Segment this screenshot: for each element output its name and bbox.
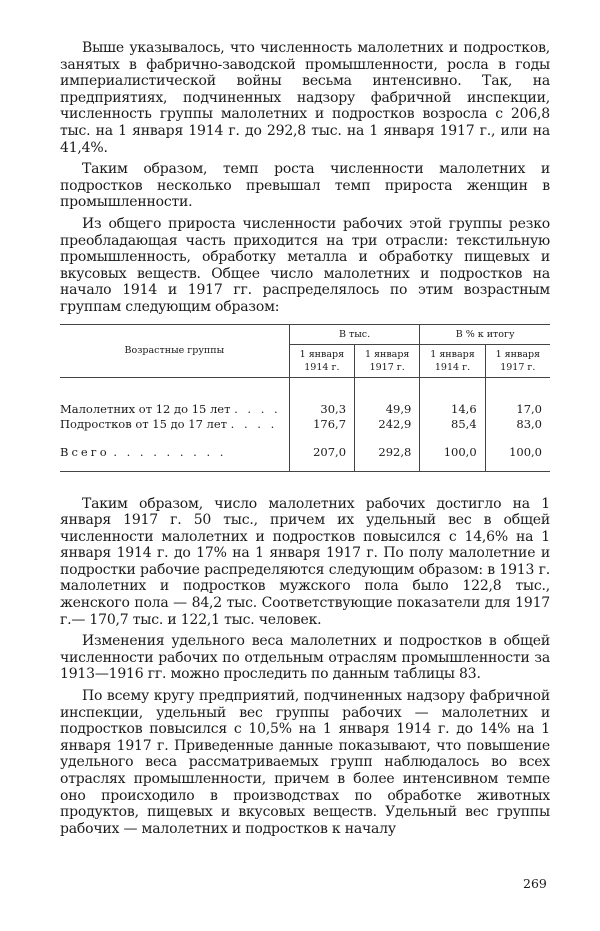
cell-value: 83,0 xyxy=(485,417,550,432)
cell-value: 85,4 xyxy=(420,417,485,432)
row-leader: . . . . xyxy=(230,416,278,431)
row-label: Малолетних от 12 до 15 лет xyxy=(60,401,231,416)
cell-value: 292,8 xyxy=(355,432,420,472)
cell-value: 242,9 xyxy=(355,417,420,432)
paragraph-3: Из общего прироста численности рабочих этой группы резко преобладающая часть приходится на три отрасли: текстильную промышленность, обработку металла и обработку пищевых и вкусовых веществ. Общее число малолетних и подростков на начало 1914 и 1917 гг. распределялось по этим возрастным группам следующим образом: xyxy=(60,215,550,315)
paragraph-1: Выше указывалось, что численность малолетних и подростков, занятых в фабрично-заводской промышленности, росла в годы империалистической войны весьма интенсивно. Так, на предприятиях, подчиненных надзору фабричной инспекции, численность группы малолетних и подростков возросла с 206,8 тыс. на 1 января 1914 г. до 292,8 тыс. на 1 января 1917 г., или на 41,4%. xyxy=(60,40,550,156)
cell-value: 14,6 xyxy=(420,402,485,417)
cell-value: 176,7 xyxy=(289,417,354,432)
page-number: 269 xyxy=(523,876,547,891)
age-groups-table xyxy=(60,324,550,472)
cell-value: 17,0 xyxy=(485,402,550,417)
total-label: Всего xyxy=(60,444,110,459)
paragraph-2: Таким образом, темп роста численности малолетних и подростков несколько превышал темп прироста женщин в промышленности. xyxy=(60,161,550,211)
row-label: Подростков от 15 до 17 лет xyxy=(60,416,228,431)
col-header-1914: 1 января 1914 г. xyxy=(289,344,354,377)
paragraph-4: Таким образом, число малолетних рабочих достигло на 1 января 1917 г. 50 тыс., причем их удельный вес в общей численности малолетних и подростков повысился с 14,6% на 1 января 1914 г. до 17% на 1 января 1917 г. По полу малолетние и подростки рабочие распределяются следующим образом: в 1913 г. малолетних и подростков мужского пола было 122,8 тыс., женского пола — 84,2 тыс. Соответствующие показатели для 1917 г.— 170,7 тыс. и 122,1 тыс. человек. xyxy=(60,495,550,628)
page-body xyxy=(60,40,550,842)
cell-value: 207,0 xyxy=(289,432,354,472)
col-header-1917-pct: 1 января 1917 г. xyxy=(485,344,550,377)
table-row-header: Возрастные группы xyxy=(60,324,289,377)
cell-value: 100,0 xyxy=(420,432,485,472)
row-leader: . . . . xyxy=(234,401,281,416)
total-leader: . . . . . . . . . xyxy=(113,444,227,459)
col-header-1917: 1 января 1917 г. xyxy=(355,344,420,377)
table-row xyxy=(60,402,550,417)
col-header-1914-pct: 1 января 1914 г. xyxy=(420,344,485,377)
table-row xyxy=(60,417,550,432)
paragraph-5: Изменения удельного веса малолетних и подростков в общей численности рабочих по отдельным отраслям промышленности за 1913—1916 гг. можно проследить по данным таблицы 83. xyxy=(60,633,550,683)
paragraph-6: По всему кругу предприятий, подчиненных надзору фабричной инспекции, удельный вес группы рабочих — малолетних и подростков повысился с 10,5% на 1 января 1914 г. до 14% на 1 января 1917 г. Приведенные данные показывают, что повышение удельного веса рассматриваемых групп наблюдалось во всех отраслях промышленности, причем в более интенсивном темпе оно происходило в производствах по обработке животных продуктов, пищевых и вкусовых веществ. Удельный вес группы рабочих — малолетних и подростков к началу xyxy=(60,688,550,837)
cell-value: 100,0 xyxy=(485,432,550,472)
table-total-row xyxy=(60,432,550,472)
cell-value: 30,3 xyxy=(289,402,354,417)
group-header-percent: В % к итогу xyxy=(420,324,550,344)
group-header-thousands: В тыс. xyxy=(289,324,420,344)
cell-value: 49,9 xyxy=(355,402,420,417)
